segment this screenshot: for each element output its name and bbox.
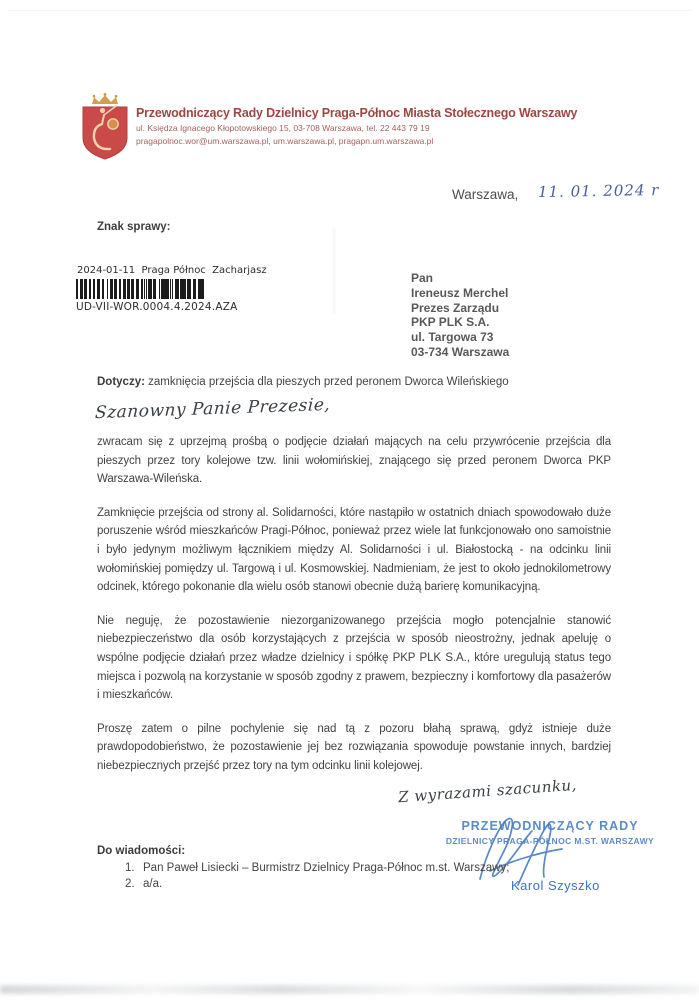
warsaw-crest-logo <box>79 93 131 161</box>
body-paragraph: Proszę zatem o pilne pochylenie się nad tą z pozoru błahą sprawą, gdyż istnieje duże prawdopodobieństwo, że pozostawienie jej bez rozwiązania spowoduje powstanie innych, bardziej niebezpiecznych przejść przez tory na tym odcinku linii kolejowej. <box>97 722 611 772</box>
case-ref-label: Znak sprawy: <box>97 221 171 233</box>
dateline-handwritten-date: 11. 01. 2024 r <box>537 180 660 202</box>
cc-item <box>125 878 162 890</box>
subject-text: zamknięcia przejścia dla pieszych przed peronem Dworca Wileńskiego <box>144 376 509 388</box>
sender-title: Przewodniczący Rady Dzielnicy Praga-Północ Miasta Stołecznego Warszawy <box>136 106 578 120</box>
cc-item-text: Pan Paweł Lisiecki – Burmistrz Dzielnicy Praga-Północ m.st. Warszawy; <box>143 862 510 874</box>
barcode-code: UD-VII-WOR.0004.4.2024.AZA <box>76 301 238 313</box>
cc-item <box>125 862 509 874</box>
recipient-line: PKP PLK S.A. <box>411 315 490 330</box>
body-paragraph: Nie neguję, że pozostawienie niezorganizowanego przejścia mogło potencjalnie stanowić niebezpieczeństwo dla osób korzystających z przejścia w sposób nieostrożny, jednak apeluję o wspólne podjęcie działań przez władze dzielnicy i spółkę PKP PLK S.A., które uregulują status tego miejsca i pozwolą na korzystanie w sposób zgodny z prawem, bezpieczny i komfortowy dla pasażerów i mieszkańców. <box>97 614 611 702</box>
recipient-block <box>411 271 509 360</box>
scan-artifact-top-line <box>8 10 691 11</box>
recipient-line: Ireneusz Merchel <box>411 285 509 300</box>
barcode-caption: 2024-01-11 Praga Północ Zacharjasz <box>77 265 267 276</box>
sender-contacts: pragapolnoc.wor@um.warszawa.pl, um.warszawa.pl, pragapn.um.warszawa.pl <box>136 135 434 146</box>
subject-label: Dotyczy: <box>97 376 145 388</box>
sender-address: ul. Księdza Ignacego Kłopotowskiego 15, 03-708 Warszawa, tel. 22 443 79 19 <box>136 123 430 133</box>
cc-item-number: 2. <box>125 878 135 890</box>
cc-item-text: a/a. <box>143 878 163 890</box>
body-paragraph: Zamknięcie przejścia od strony al. Solidarności, które nastąpiło w ostatnich dniach spowodowało duże poruszenie wśród mieszkańców Pragi-Północ, ponieważ przez wiele lat funkcjonowało ono samoistnie i było jedynym możliwym łącznikiem między Al. Solidarności i ul. Białostocką - na odcinku linii wołomińskiej pomiędzy ul. Targową i ul. Kosmowskiej. Nadmieniam, że jest to około jednokilometrowy odcinek, którego pokonanie dla wielu osób stanowi obecnie dużą barierę komunikacyjną. <box>97 506 611 594</box>
crown-icon <box>92 93 118 104</box>
recipient-line: ul. Targowa 73 <box>411 330 494 345</box>
letter-body <box>97 433 611 791</box>
recipient-line: Pan <box>411 271 434 285</box>
body-paragraph: zwracam się z uprzejmą prośbą o podjęcie działań mających na celu przywrócenie przejścia dla pieszych przez tory kolejowe tzw. linii wołomińskiej, znającego się przed peronem Dworca PKP Warszawa-Wileńska. <box>97 436 611 486</box>
subject-line <box>97 376 611 388</box>
scan-artifact-bottom-edge <box>0 985 699 994</box>
handwritten-closing: Z wyrazami szacunku, <box>397 775 578 807</box>
recipient-line: 03-734 Warszawa <box>411 344 510 359</box>
cc-label: Do wiadomości: <box>97 845 186 857</box>
barcode-icon <box>76 279 204 299</box>
stamp-line-2: DZIELNICY PRAGA-PÓŁNOC M.ST. WARSZAWY <box>445 836 655 846</box>
dateline-city: Warszawa, <box>452 187 519 202</box>
stamp-line-1: PRZEWODNICZĄCY RADY <box>461 819 639 833</box>
handwritten-greeting: Szanowny Panie Prezesie, <box>94 394 331 424</box>
cc-item-number: 1. <box>125 862 135 874</box>
recipient-line: Prezes Zarządu <box>411 300 500 315</box>
scan-artifact-vertical-streak <box>333 228 335 314</box>
signer-name: Karol Szyszko <box>511 878 600 893</box>
